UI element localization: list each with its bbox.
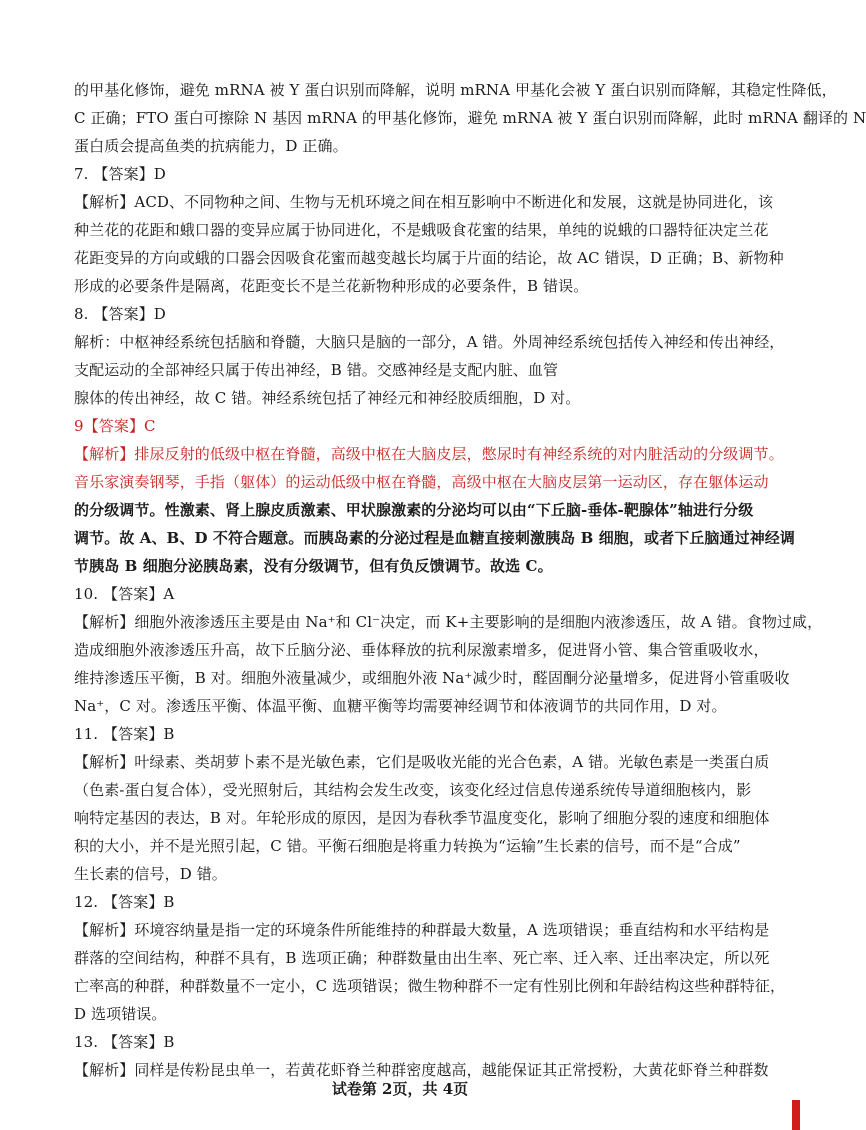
text-line: 维持渗透压平衡，B 对。细胞外液量减少，或细胞外液 Na⁺减少时，醛固酮分泌量增多，促进肾小管重吸收 (74, 669, 790, 687)
text-line: 花距变异的方向或蛾的口器会因吸食花蜜而越变越长均属于片面的结论，故 AC 错误，D 正确；B、新物种 (74, 249, 784, 267)
text-line: 支配运动的全部神经只属于传出神经，B 错。交感神经是支配内脏、血管 (74, 361, 559, 379)
text-line: 音乐家演奏钢琴，手指（躯体）的运动低级中枢在脊髓，高级中枢在大脑皮层第一运动区，存在躯体运动 (74, 473, 769, 491)
text-line: D 选项错误。 (74, 1005, 167, 1023)
text-line: 【解析】同样是传粉昆虫单一，若黄花虾脊兰种群密度越高，越能保证其正常授粉，大黄花虾脊兰种群数 (74, 1061, 769, 1079)
text-line: 生长素的信号，D 错。 (74, 865, 227, 883)
text-line: 群落的空间结构，种群不具有，B 选项正确；种群数量由出生率、死亡率、迁入率、迁出率决定，所以死 (74, 949, 770, 967)
text-line: 7. 【答案】D (74, 165, 166, 183)
text-line: 的分级调节。性激素、肾上腺皮质激素、甲状腺激素的分泌均可以由“下丘脑-垂体-靶腺体”轴进行分级 (74, 501, 754, 519)
text-line: 积的大小，并不是光照引起，C 错。平衡石细胞是将重力转换为“运输”生长素的信号，而不是“合成” (74, 837, 741, 855)
text-line: 响特定基因的表达，B 对。年轮形成的原因，是因为春秋季节温度变化，影响了细胞分裂的速度和细胞体 (74, 809, 770, 827)
text-line: 亡率高的种群，种群数量不一定小，C 选项错误；微生物种群不一定有性别比例和年龄结构这些种群特征， (74, 977, 786, 995)
text-line: 蛋白质会提高鱼类的抗病能力，D 正确。 (74, 137, 348, 155)
text-line: 腺体的传出神经，故 C 错。神经系统包括了神经元和神经胶质细胞，D 对。 (74, 389, 581, 407)
text-line: 【解析】排尿反射的低级中枢在脊髓，高级中枢在大脑皮层，憋尿时有神经系统的对内脏活动的分级调节。 (74, 445, 784, 463)
text-line: 的甲基化修饰，避免 mRNA 被 Y 蛋白识别而降解，说明 mRNA 甲基化会被 Y 蛋白识别而降解，其稳定性降低， (74, 81, 837, 99)
text-line: 【解析】叶绿素、类胡萝卜素不是光敏色素，它们是吸收光能的光合色素，A 错。光敏色素是一类蛋白质 (74, 753, 770, 771)
text-line: 13. 【答案】B (74, 1033, 175, 1051)
text-line: 【解析】环境容纳量是指一定的环境条件所能维持的种群最大数量，A 选项错误；垂直结构和水平结构是 (74, 921, 770, 939)
text-line: 10. 【答案】A (74, 585, 175, 603)
text-line: 解析：中枢神经系统包括脑和脊髓，大脑只是脑的一部分，A 错。外周神经系统包括传入神经和传出神经， (74, 333, 785, 351)
scan-edge-mark (792, 1100, 800, 1130)
text-line: Na⁺，C 对。渗透压平衡、体温平衡、血糖平衡等均需要神经调节和体液调节的共同作用，D 对。 (74, 697, 727, 715)
text-line: 调节。故 A、B、D 不符合题意。而胰岛素的分泌过程是血糖直接刺激胰岛 B 细胞，或者下丘脑通过神经调 (74, 529, 795, 547)
answer-explanation-body (74, 76, 866, 1084)
text-line: 9【答案】C (74, 417, 156, 435)
text-line: （色素-蛋白复合体），受光照射后，其结构会发生改变，该变化经过信息传递系统传导道细胞核内，影 (74, 781, 752, 799)
text-line: 【解析】细胞外液渗透压主要是由 Na⁺和 Cl⁻决定，而 K+主要影响的是细胞内液渗透压，故 A 错。食物过咸， (74, 613, 823, 631)
text-line: 8. 【答案】D (74, 305, 166, 323)
text-line: 种兰花的花距和蛾口器的变异应属于协同进化，不是蛾吸食花蜜的结果，单纯的说蛾的口器特征决定兰花 (74, 221, 769, 239)
text-line: 11. 【答案】B (74, 725, 175, 743)
text-line: 造成细胞外液渗透压升高，故下丘脑分泌、垂体释放的抗利尿激素增多，促进肾小管、集合管重吸收水， (74, 641, 769, 659)
page-footer: 试卷第 2页，共 4页 (331, 1080, 469, 1098)
text-line: 【解析】ACD、不同物种之间、生物与无机环境之间在相互影响中不断进化和发展，这就是协同进化，该 (74, 193, 774, 211)
text-line: 12. 【答案】B (74, 893, 175, 911)
text-line: 节胰岛 B 细胞分泌胰岛素，没有分级调节，但有负反馈调节。故选 C。 (74, 557, 553, 575)
text-line: C 正确；FTO 蛋白可擦除 N 基因 mRNA 的甲基化修饰，避免 mRNA 被 Y 蛋白识别而降解，此时 mRNA 翻译的 N (74, 109, 866, 127)
text-line: 形成的必要条件是隔离，花距变长不是兰花新物种形成的必要条件，B 错误。 (74, 277, 589, 295)
